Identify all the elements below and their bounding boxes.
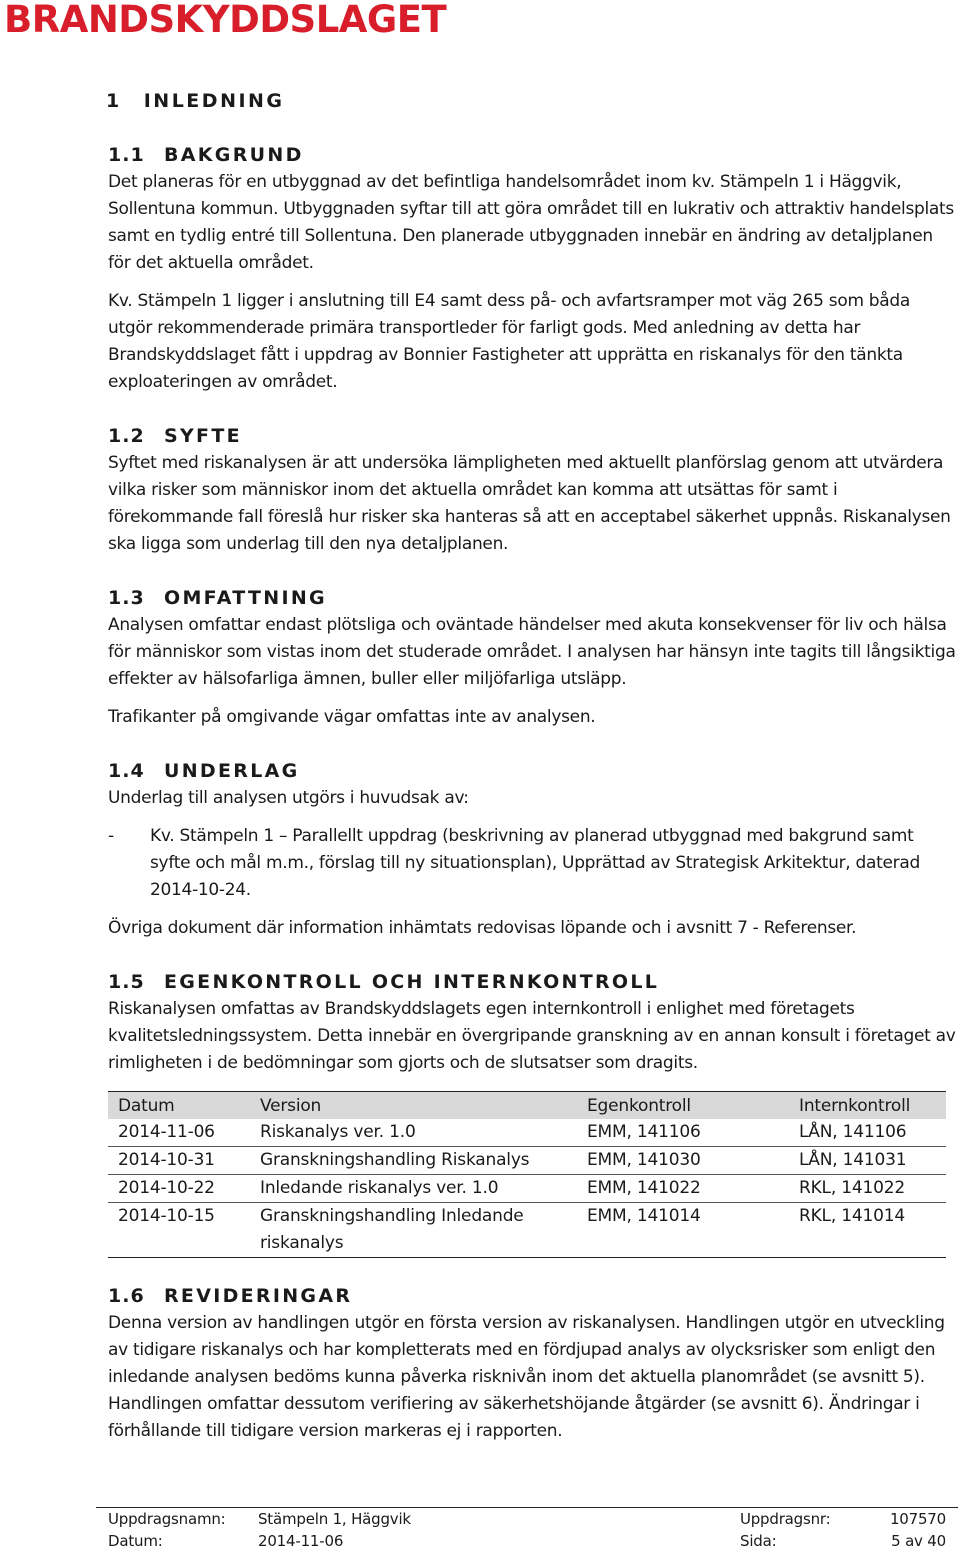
table-cell: RKL, 141022	[789, 1175, 946, 1203]
table-cell: EMM, 141014	[577, 1203, 789, 1258]
footer-value: 107570	[889, 1510, 946, 1528]
footer-row	[96, 1530, 958, 1552]
footer-label: Uppdragsnamn:	[108, 1510, 226, 1528]
table-cell: LÅN, 141106	[789, 1119, 946, 1147]
footer-label: Uppdragsnr:	[739, 1510, 831, 1528]
footer-value: 5 av 40	[891, 1532, 946, 1550]
list-bullet: -	[108, 826, 114, 846]
table-cell: RKL, 141014	[789, 1203, 946, 1258]
section-title: SYFTE	[164, 425, 242, 447]
list-item	[108, 823, 956, 904]
section-title: EGENKONTROLL OCH INTERNKONTROLL	[164, 971, 660, 993]
section-number: 1.1	[108, 144, 145, 166]
section-heading-syfte	[108, 422, 956, 450]
table-cell: 2014-10-15	[108, 1203, 250, 1258]
section-heading-egenkontroll	[108, 968, 956, 996]
section-number: 1.3	[108, 587, 145, 609]
section-title: OMFATTNING	[164, 587, 327, 609]
paragraph: Övriga dokument där information inhämtats redovisas löpande och i avsnitt 7 - Referenser.	[108, 918, 857, 938]
section-title: BAKGRUND	[164, 144, 304, 166]
table-cell: 2014-10-31	[108, 1147, 250, 1175]
table-row	[108, 1147, 946, 1175]
table-cell: EMM, 141030	[577, 1147, 789, 1175]
section-number: 1.5	[108, 971, 145, 993]
table-cell: Granskningshandling Inledande riskanalys	[250, 1203, 577, 1258]
column-header: Version	[250, 1092, 577, 1120]
brand-logo: BRANDSKYDDSLAGET	[4, 0, 447, 41]
section-number: 1.6	[108, 1285, 145, 1307]
revision-table	[108, 1091, 946, 1258]
paragraph: Denna version av handlingen utgör en första version av riskanalysen. Handlingen utgör en utveckling av tidigare riskanalys och har kompletterats med en fördjupad analys av olycksrisker som enligt den inledande analysen bedöms kunna påverka risknivån inom det aktuella planområdet (se avsnitt 5). Handlingen omfattar dessutom verifiering av säkerhetshöjande åtgärder (se avsnitt 6). Ändringar i förhållande till tidigare version markeras ej i rapporten.	[108, 1313, 945, 1441]
table-cell: 2014-10-22	[108, 1175, 250, 1203]
chapter-heading	[106, 86, 956, 116]
footer-value: Stämpeln 1, Häggvik	[257, 1510, 411, 1528]
chapter-number: 1	[106, 90, 122, 112]
footer-label: Sida:	[740, 1532, 777, 1550]
section-number: 1.4	[108, 760, 145, 782]
table-cell: LÅN, 141031	[789, 1147, 946, 1175]
table-row	[108, 1203, 946, 1258]
paragraph: Trafikanter på omgivande vägar omfattas inte av analysen.	[108, 707, 596, 727]
paragraph: Underlag till analysen utgörs i huvudsak av:	[108, 788, 469, 808]
table-row	[108, 1175, 946, 1203]
paragraph: Analysen omfattar endast plötsliga och oväntade händelser med akuta konsekvenser för liv och hälsa för människor som vistas inom det studerade området. I analysen har hänsyn inte tagits till långsiktiga effekter av hälsofarliga ämnen, buller eller miljöfarliga utsläpp.	[108, 615, 956, 689]
section-heading-bakgrund	[108, 141, 956, 169]
paragraph: Det planeras för en utbyggnad av det befintliga handelsområdet inom kv. Stämpeln 1 i Häggvik, Sollentuna kommun. Utbyggnaden syftar till att göra området till en lukrativ och attraktiv handelsplats samt en tydlig entré till Sollentuna. Den planerade utbyggnaden innebär en ändring av detaljplanen för det aktuella området.	[108, 172, 954, 273]
column-header: Internkontroll	[789, 1092, 946, 1120]
list-item-text: Kv. Stämpeln 1 – Parallellt uppdrag (beskrivning av planerad utbyggnad med bakgrund samt syfte och mål m.m., förslag till ny situationsplan), Upprättad av Strategisk Arkitektur, daterad 2014-10-24.	[150, 826, 920, 900]
column-header: Egenkontroll	[577, 1092, 789, 1120]
chapter-title: INLEDNING	[143, 90, 285, 112]
paragraph: Kv. Stämpeln 1 ligger i anslutning till E4 samt dess på- och avfartsramper mot väg 265 som båda utgör rekommenderade primära transportleder för farligt gods. Med anledning av detta har Brandskyddslaget fått i uppdrag av Bonnier Fastigheter att upprätta en riskanalys för den tänkta exploateringen av området.	[108, 291, 911, 392]
footer-label: Datum:	[108, 1532, 163, 1550]
table-cell: Inledande riskanalys ver. 1.0	[250, 1175, 577, 1203]
column-header: Datum	[108, 1092, 250, 1120]
paragraph: Riskanalysen omfattas av Brandskyddslagets egen internkontroll i enlighet med företagets kvalitetsledningssystem. Detta innebär en övergripande granskning av en annan konsult i företaget av rimligheten i de bedömningar som gjorts och de slutsatser som dragits.	[108, 999, 956, 1073]
section-heading-omfattning	[108, 584, 956, 612]
document-body	[108, 86, 956, 1445]
table-header-row	[108, 1092, 946, 1120]
table-cell: EMM, 141106	[577, 1119, 789, 1147]
section-heading-underlag	[108, 757, 956, 785]
footer-value: 2014-11-06	[258, 1532, 344, 1550]
paragraph: Syftet med riskanalysen är att undersöka lämpligheten med aktuellt planförslag genom att utvärdera vilka risker som människor inom det aktuella området kan komma att utsättas för samt i förekommande fall föreslå hur risker ska hanteras så att en acceptabel säkerhet uppnås. Riskanalysen ska ligga som underlag till den nya detaljplanen.	[108, 453, 951, 554]
footer-row	[96, 1508, 958, 1530]
section-number: 1.2	[108, 425, 145, 447]
table-cell: Granskningshandling Riskanalys	[250, 1147, 577, 1175]
table-row	[108, 1119, 946, 1147]
section-title: REVIDERINGAR	[164, 1285, 353, 1307]
table-cell: EMM, 141022	[577, 1175, 789, 1203]
section-heading-revideringar	[108, 1282, 956, 1310]
section-title: UNDERLAG	[164, 760, 300, 782]
table-cell: Riskanalys ver. 1.0	[250, 1119, 577, 1147]
page-footer	[96, 1507, 958, 1552]
table-cell: 2014-11-06	[108, 1119, 250, 1147]
